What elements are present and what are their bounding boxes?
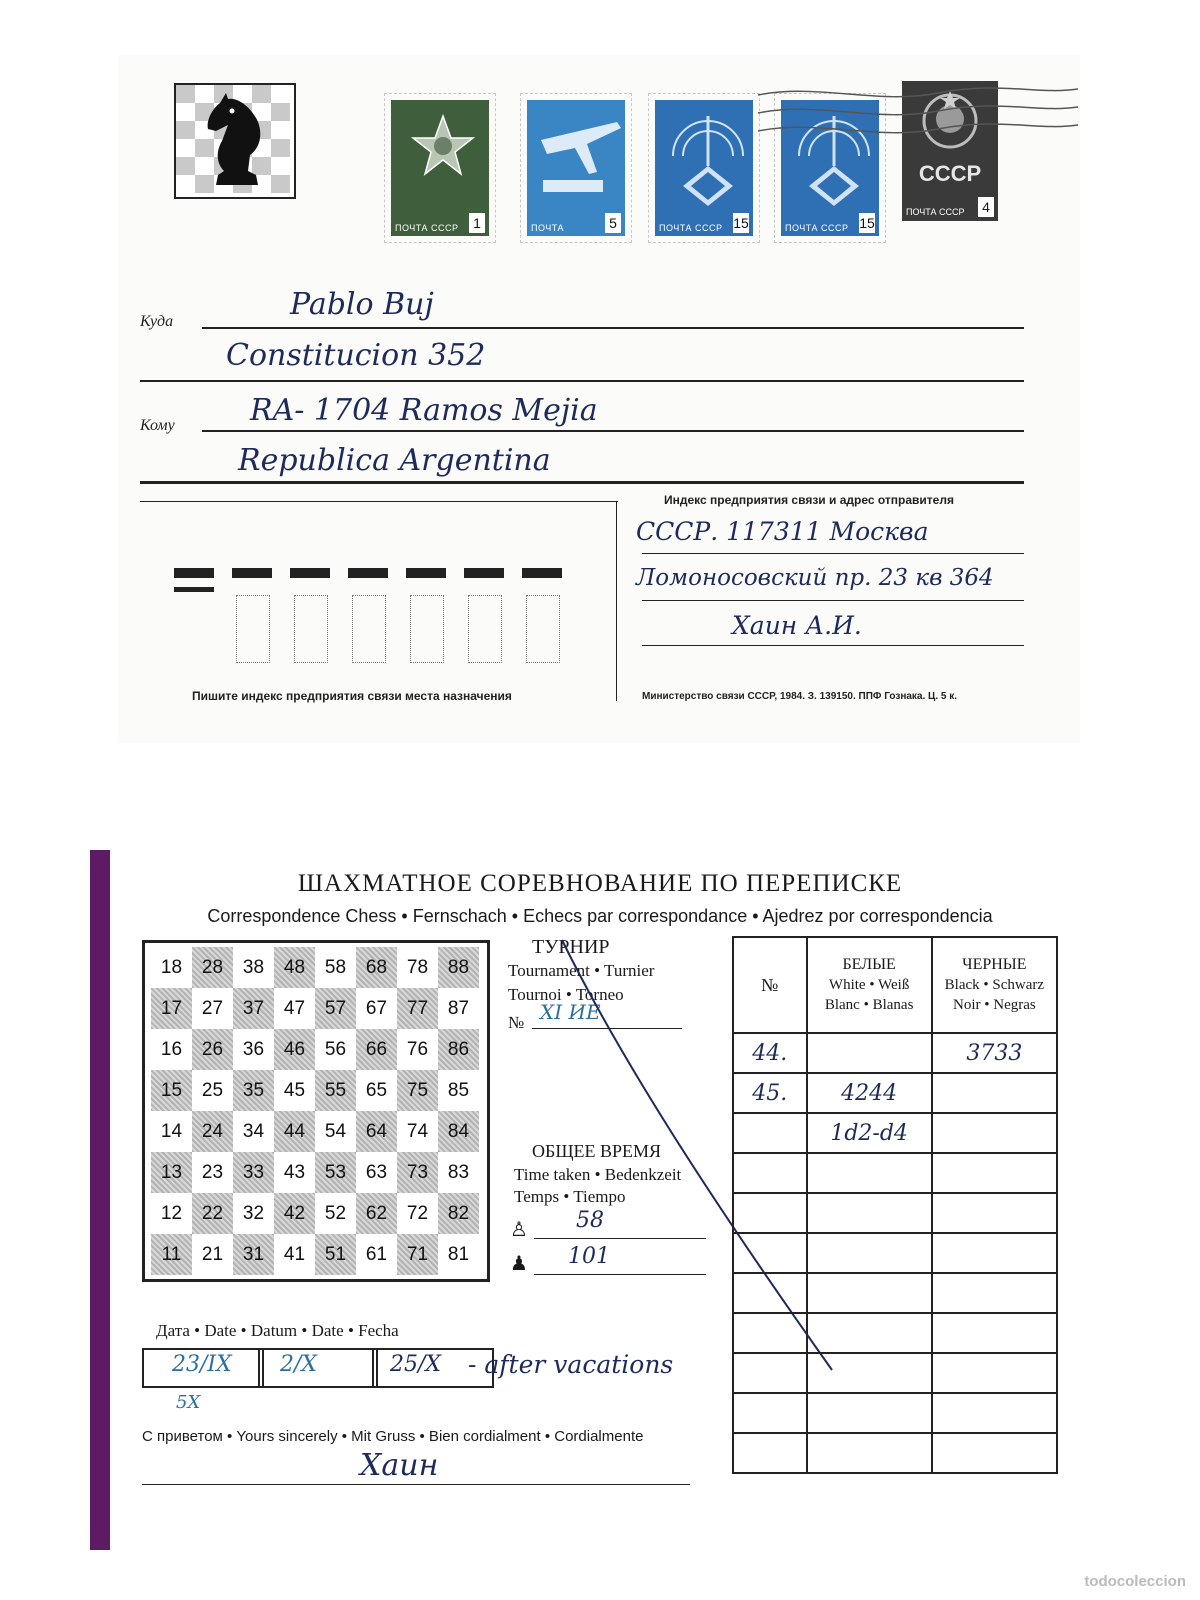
watermark: todocoleccion bbox=[1084, 1573, 1186, 1590]
time-title: ОБЩЕЕ ВРЕМЯ bbox=[532, 1141, 662, 1161]
move-cell-black[interactable] bbox=[932, 1073, 1057, 1113]
move-row bbox=[733, 1433, 1057, 1473]
board-square: 61 bbox=[365, 1244, 388, 1265]
board-square: 75 bbox=[397, 1070, 438, 1111]
move-row bbox=[733, 1073, 1057, 1113]
stamp-emblem-text: СССР bbox=[918, 161, 982, 186]
time-line2: Temps • Tiempo bbox=[514, 1187, 626, 1206]
board-square: 18 bbox=[160, 957, 183, 978]
address-line-3: RA- 1704 Ramos Mejia bbox=[250, 393, 598, 428]
board-square: 26 bbox=[192, 1029, 233, 1070]
sender-rule bbox=[642, 645, 1024, 646]
time-line1: Time taken • Bedenkzeit bbox=[514, 1165, 682, 1184]
address-rule bbox=[202, 430, 1024, 432]
move-cell-no[interactable] bbox=[733, 1313, 807, 1353]
board-square: 57 bbox=[315, 988, 356, 1029]
board-square: 47 bbox=[283, 998, 306, 1019]
move-cell-black[interactable] bbox=[932, 1273, 1057, 1313]
stamp-broadcast-15-a bbox=[648, 93, 760, 243]
address-rule-thick bbox=[140, 481, 1024, 484]
board-square: 27 bbox=[201, 998, 224, 1019]
board-square: 52 bbox=[324, 1203, 347, 1224]
signature-rule bbox=[142, 1484, 690, 1485]
board-square: 86 bbox=[438, 1029, 479, 1070]
board-square: 43 bbox=[283, 1162, 306, 1183]
board-square: 68 bbox=[356, 947, 397, 988]
board-square: 65 bbox=[365, 1080, 388, 1101]
board-square: 82 bbox=[438, 1193, 479, 1234]
move-row bbox=[733, 1233, 1057, 1273]
board-square: 48 bbox=[274, 947, 315, 988]
board-square: 44 bbox=[274, 1111, 315, 1152]
board-square: 87 bbox=[447, 998, 470, 1019]
board-square: 88 bbox=[438, 947, 479, 988]
tournament-line1: Tournament • Turnier bbox=[508, 961, 655, 980]
move-cell-white[interactable] bbox=[807, 1233, 932, 1273]
postcode-digit-box[interactable] bbox=[294, 595, 328, 663]
move-cell-no[interactable] bbox=[733, 1193, 807, 1233]
address-line-2: Constitucion 352 bbox=[226, 338, 486, 373]
black-time-value[interactable]: 101 bbox=[568, 1244, 610, 1269]
board-square: 64 bbox=[356, 1111, 397, 1152]
sender-line-2: Ломоносовский пр. 23 кв 364 bbox=[636, 565, 994, 591]
board-square: 23 bbox=[201, 1162, 224, 1183]
move-row bbox=[733, 1153, 1057, 1193]
board-square: 73 bbox=[397, 1152, 438, 1193]
index-dash bbox=[174, 568, 214, 578]
board-square: 12 bbox=[160, 1203, 183, 1224]
board-square: 51 bbox=[315, 1234, 356, 1275]
col-white-header: БЕЛЫЕ White • Weiß Blanc • Blanas bbox=[807, 937, 932, 1033]
move-cell-white[interactable]: 1d2-d4 bbox=[807, 1113, 932, 1153]
board-square: 21 bbox=[201, 1244, 224, 1265]
board-square: 85 bbox=[447, 1080, 470, 1101]
move-cell-no[interactable] bbox=[733, 1353, 807, 1393]
move-row bbox=[733, 1353, 1057, 1393]
postmark-cancellation bbox=[758, 75, 1078, 185]
board-square: 67 bbox=[365, 998, 388, 1019]
stamp-order-1 bbox=[384, 93, 496, 243]
move-cell-white[interactable] bbox=[807, 1273, 932, 1313]
move-cell-no[interactable] bbox=[733, 1433, 807, 1473]
board-square: 45 bbox=[283, 1080, 306, 1101]
move-cell-white[interactable] bbox=[807, 1353, 932, 1393]
move-row bbox=[733, 1033, 1057, 1073]
index-dash bbox=[232, 568, 272, 578]
board-square: 11 bbox=[151, 1234, 192, 1275]
imprint: Министерство связи СССР, 1984. З. 139150. ППФ Гознака. Ц. 5 к. bbox=[642, 691, 958, 702]
date-cell-2[interactable] bbox=[258, 1348, 378, 1388]
index-area-divider bbox=[616, 501, 617, 701]
sender-line-1: СССР. 117311 Москва bbox=[636, 517, 929, 546]
chess-card bbox=[90, 850, 1090, 1550]
board-square: 32 bbox=[242, 1203, 265, 1224]
board-square: 28 bbox=[192, 947, 233, 988]
move-cell-black[interactable] bbox=[932, 1233, 1057, 1273]
stamp-label: ПОЧТА СССР bbox=[906, 207, 965, 217]
index-dash bbox=[522, 568, 562, 578]
index-dash bbox=[406, 568, 446, 578]
index-dash bbox=[348, 568, 388, 578]
stamp-label: ПОЧТА СССР bbox=[659, 223, 723, 233]
col-number-header: № bbox=[733, 937, 807, 1033]
board-square: 53 bbox=[315, 1152, 356, 1193]
sender-rule bbox=[642, 553, 1024, 554]
board-square: 76 bbox=[406, 1039, 429, 1060]
move-cell-white[interactable] bbox=[807, 1153, 932, 1193]
board-square: 25 bbox=[201, 1080, 224, 1101]
board-square: 63 bbox=[365, 1162, 388, 1183]
black-pawn-icon: ♟ bbox=[510, 1251, 528, 1275]
kuda-label: Куда bbox=[140, 313, 174, 330]
board-square: 55 bbox=[315, 1070, 356, 1111]
move-cell-white[interactable] bbox=[807, 1433, 932, 1473]
board-square: 36 bbox=[242, 1039, 265, 1060]
star-order-icon bbox=[411, 114, 475, 194]
board-square: 54 bbox=[324, 1121, 347, 1142]
moves-table bbox=[732, 936, 1058, 1474]
move-cell-black[interactable] bbox=[932, 1153, 1057, 1193]
address-rule bbox=[202, 327, 1024, 329]
board-square: 42 bbox=[274, 1193, 315, 1234]
move-row bbox=[733, 1313, 1057, 1353]
move-cell-white[interactable]: 4244 bbox=[807, 1073, 932, 1113]
board-square: 71 bbox=[397, 1234, 438, 1275]
move-cell-no[interactable] bbox=[733, 1273, 807, 1313]
move-cell-black[interactable] bbox=[932, 1313, 1057, 1353]
antenna-globe-icon bbox=[663, 106, 753, 210]
signature: Хаин bbox=[360, 1448, 439, 1483]
move-row bbox=[733, 1273, 1057, 1313]
index-dash bbox=[464, 568, 504, 578]
board-square: 66 bbox=[356, 1029, 397, 1070]
board-square: 77 bbox=[397, 988, 438, 1029]
card-edge bbox=[90, 850, 110, 1550]
postcode-digit-box[interactable] bbox=[468, 595, 502, 663]
stamp-denomination: 5 bbox=[605, 213, 621, 233]
sender-heading: Индекс предприятия связи и адрес отправителя bbox=[664, 493, 954, 507]
board-square: 58 bbox=[324, 957, 347, 978]
white-time-value[interactable]: 58 bbox=[576, 1208, 604, 1233]
knight-icon bbox=[176, 85, 294, 197]
board-square: 83 bbox=[447, 1162, 470, 1183]
stamp-denomination: 15 bbox=[733, 215, 749, 231]
address-rule bbox=[140, 380, 1024, 382]
move-cell-white[interactable] bbox=[807, 1193, 932, 1233]
board-square: 62 bbox=[356, 1193, 397, 1234]
postcode-digit-box[interactable] bbox=[352, 595, 386, 663]
move-cell-white[interactable] bbox=[807, 1393, 932, 1433]
card-title: ШАХМАТНОЕ СОРЕВНОВАНИЕ ПО ПЕРЕПИСКЕ bbox=[297, 870, 903, 897]
address-line-4: Republica Argentina bbox=[238, 443, 551, 478]
board-square: 33 bbox=[233, 1152, 274, 1193]
date-value-2: 2/X bbox=[280, 1352, 318, 1377]
stamp-denomination: 15 bbox=[859, 215, 875, 231]
move-cell-black[interactable] bbox=[932, 1393, 1057, 1433]
board-square: 22 bbox=[192, 1193, 233, 1234]
board-square: 72 bbox=[406, 1203, 429, 1224]
move-row bbox=[733, 1393, 1057, 1433]
board-square: 74 bbox=[406, 1121, 429, 1142]
board-square: 34 bbox=[242, 1121, 265, 1142]
postcode-digit-box[interactable] bbox=[236, 595, 270, 663]
sender-line-3: Хаин А.И. bbox=[732, 611, 862, 640]
board-square: 84 bbox=[438, 1111, 479, 1152]
tournament-number-value[interactable]: XI ИЕ bbox=[540, 1000, 601, 1024]
move-cell-no[interactable] bbox=[733, 1113, 807, 1153]
white-pawn-icon: ♙ bbox=[510, 1217, 528, 1241]
move-row bbox=[733, 1113, 1057, 1153]
move-cell-no[interactable]: 45. bbox=[733, 1073, 807, 1113]
sender-rule bbox=[642, 600, 1024, 601]
move-cell-black[interactable]: 3733 bbox=[932, 1033, 1057, 1073]
move-cell-no[interactable] bbox=[733, 1153, 807, 1193]
move-cell-black[interactable] bbox=[932, 1193, 1057, 1233]
move-cell-no[interactable] bbox=[733, 1393, 807, 1433]
envelope bbox=[118, 55, 1080, 743]
notation-board bbox=[142, 940, 490, 1282]
address-line-1: Pablo Buj bbox=[290, 287, 434, 322]
stamp-denomination: 1 bbox=[469, 213, 485, 233]
index-area-rule bbox=[140, 501, 618, 502]
date-label: Дата • Date • Datum • Date • Fecha bbox=[156, 1321, 399, 1340]
board-square: 31 bbox=[233, 1234, 274, 1275]
board-square: 56 bbox=[324, 1039, 347, 1060]
stamp-label: ПОЧТА СССР bbox=[395, 223, 459, 233]
move-cell-black[interactable] bbox=[932, 1113, 1057, 1153]
col-black-header: ЧЕРНЫЕ Black • Schwarz Noir • Negras bbox=[932, 937, 1057, 1033]
komu-label: Кому bbox=[140, 417, 175, 434]
board-square: 37 bbox=[233, 988, 274, 1029]
postcode-digit-box[interactable] bbox=[526, 595, 560, 663]
board-square: 17 bbox=[151, 988, 192, 1029]
card-subtitle: Correspondence Chess • Fernschach • Echecs par correspondance • Ajedrez por correspondencia bbox=[207, 906, 993, 926]
stamp-label: ПОЧТА bbox=[531, 223, 564, 233]
board-square: 16 bbox=[160, 1039, 183, 1060]
postcode-digit-box[interactable] bbox=[410, 595, 444, 663]
board-square: 41 bbox=[283, 1244, 306, 1265]
board-square: 81 bbox=[447, 1244, 470, 1265]
index-instruction: Пишите индекс предприятия связи места назначения bbox=[192, 689, 512, 703]
move-cell-no[interactable] bbox=[733, 1233, 807, 1273]
board-square: 46 bbox=[274, 1029, 315, 1070]
date-value-1: 23/IX bbox=[172, 1352, 232, 1377]
tournament-line2: Tournoi • Torneo bbox=[508, 985, 624, 1004]
move-cell-black[interactable] bbox=[932, 1353, 1057, 1393]
board-square: 13 bbox=[151, 1152, 192, 1193]
board-square: 38 bbox=[242, 957, 265, 978]
index-dash bbox=[290, 568, 330, 578]
move-cell-no[interactable]: 44. bbox=[733, 1033, 807, 1073]
move-cell-black[interactable] bbox=[932, 1433, 1057, 1473]
date-note: 5X bbox=[176, 1392, 201, 1413]
stamp-denomination: 4 bbox=[978, 197, 994, 217]
board-square: 78 bbox=[406, 957, 429, 978]
board-square: 14 bbox=[160, 1121, 183, 1142]
date-value-3: 25/X bbox=[390, 1352, 442, 1377]
board-square: 15 bbox=[151, 1070, 192, 1111]
index-dash-thin bbox=[174, 587, 214, 592]
airplane-icon bbox=[537, 110, 623, 200]
after-vacations-note: - after vacations bbox=[468, 1350, 674, 1379]
move-cell-white[interactable] bbox=[807, 1313, 932, 1353]
chess-knight-logo bbox=[174, 83, 296, 199]
move-row bbox=[733, 1193, 1057, 1233]
stamp-transport-5 bbox=[520, 93, 632, 243]
board-square: 24 bbox=[192, 1111, 233, 1152]
tournament-title: ТУРНИР bbox=[532, 936, 610, 958]
greeting: С приветом • Yours sincerely • Mit Gruss • Bien cordialment • Cordialmente bbox=[142, 1428, 644, 1445]
board-square: 35 bbox=[233, 1070, 274, 1111]
move-cell-white[interactable] bbox=[807, 1033, 932, 1073]
tournament-number-label: № bbox=[508, 1013, 525, 1032]
stamp-label: ПОЧТА СССР bbox=[785, 223, 849, 233]
